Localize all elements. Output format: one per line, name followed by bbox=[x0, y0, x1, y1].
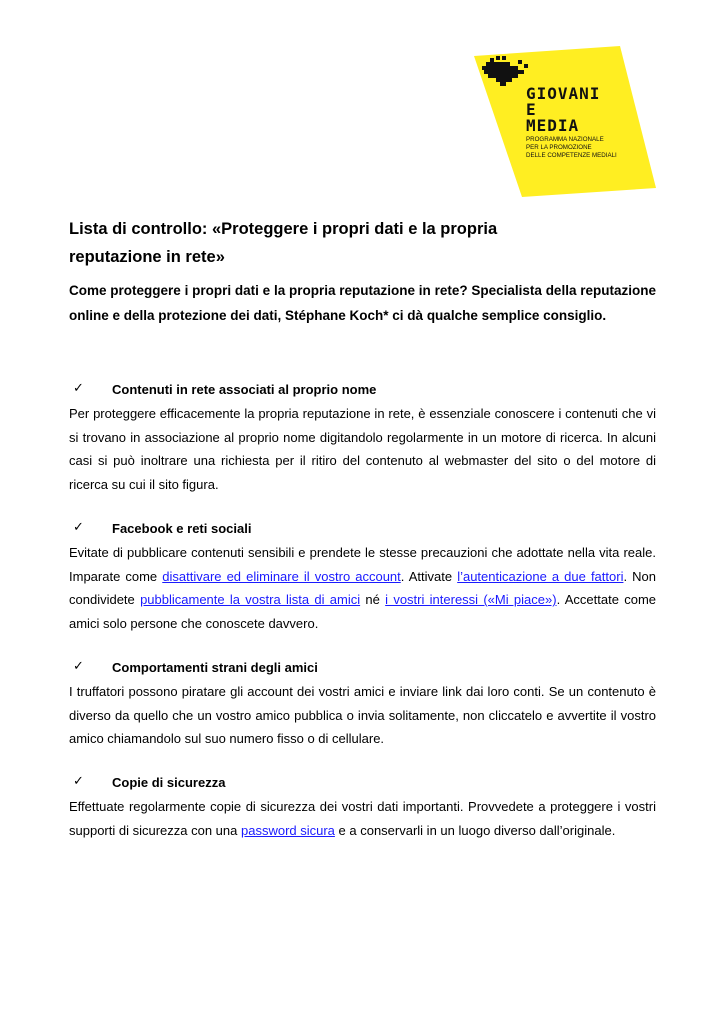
logo-subtitle bbox=[526, 136, 617, 160]
document-title bbox=[69, 215, 659, 271]
section-title: Copie di sicurezza bbox=[112, 775, 226, 790]
section-title: Facebook e reti sociali bbox=[112, 521, 252, 536]
logo-word-giovani: GIOVANI bbox=[526, 84, 601, 103]
link-autenticazione-due-fattori[interactable]: l’autenticazione a due fattori bbox=[457, 568, 624, 584]
section-body: I truffatori possono piratare gli account dei vostri amici e inviare link dai loro conti. Se un contenuto è diverso da quello che un vostro amico pubblica o invia solitamente, non cliccatelo e avvertite il vostro amico chiamandolo sul suo numero fisso o di cellulare. bbox=[69, 684, 656, 746]
section-title: Comportamenti strani degli amici bbox=[112, 660, 318, 675]
section-facebook bbox=[69, 517, 656, 635]
link-disattivare-account[interactable]: disattivare ed eliminare il vostro account bbox=[162, 568, 401, 584]
checkmark-icon: ✓ bbox=[73, 774, 84, 789]
section-title: Contenuti in rete associati al proprio nome bbox=[112, 382, 377, 397]
section-heading bbox=[69, 771, 656, 795]
body-text: né bbox=[360, 592, 386, 607]
giovani-e-media-logo bbox=[470, 42, 660, 197]
logo-word-e: E bbox=[526, 100, 537, 119]
section-heading bbox=[69, 656, 656, 680]
section-heading bbox=[69, 378, 656, 402]
section-heading bbox=[69, 517, 656, 541]
section-body bbox=[69, 795, 656, 842]
logo-subtitle-line3: DELLE COMPETENZE MEDIALI bbox=[526, 152, 617, 159]
intro-paragraph: Come proteggere i propri dati e la propria reputazione in rete? Specialista della reputazione online e della protezione dei dati, Stéphane Koch* ci dà qualche semplice consiglio. bbox=[69, 283, 656, 323]
section-contenuti-in-rete bbox=[69, 378, 656, 496]
body-text: Evitate di pubblicare contenuti sensibili e prendete le stesse precauzioni che adottate nella vita reale. Imparate come bbox=[69, 545, 656, 584]
logo-subtitle-line2: PER LA PROMOZIONE bbox=[526, 144, 592, 151]
logo-word-media: MEDIA bbox=[526, 116, 580, 135]
section-comportamenti-strani bbox=[69, 656, 656, 751]
body-text: e a conservarli in un luogo diverso dall’originale. bbox=[334, 822, 616, 838]
section-copie-di-sicurezza bbox=[69, 771, 656, 842]
link-lista-amici[interactable]: pubblicamente la vostra lista di amici bbox=[140, 592, 361, 607]
body-text: . Attivate bbox=[400, 568, 458, 584]
logo-subtitle-line1: PROGRAMMA NAZIONALE bbox=[526, 136, 604, 143]
checkmark-icon: ✓ bbox=[73, 520, 84, 535]
checkmark-icon: ✓ bbox=[73, 659, 84, 674]
checkmark-icon: ✓ bbox=[73, 381, 84, 396]
body-text: . Accettate come amici solo persone che conoscete davvero. bbox=[69, 592, 657, 631]
body-text: Effettuate regolarmente copie di sicurezza dei vostri dati importanti. Provvedete a proteggere i vostri supporti di sicurezza con una bbox=[69, 799, 656, 838]
link-password-sicura[interactable]: password sicura bbox=[240, 822, 335, 838]
section-body: Per proteggere efficacemente la propria reputazione in rete, è essenziale conoscere i contenuti che vi si trovano in associazione al proprio nome digitandolo regolarmente in un motore di ricerca. In alcuni casi si può inoltrare una richiesta per il ritiro del contenuto al webmaster del sito o del motore di ricerca su cui il sito figura. bbox=[69, 406, 656, 492]
section-body bbox=[69, 541, 656, 635]
logo-text bbox=[526, 86, 617, 160]
link-interessi-mi-piace[interactable]: i vostri interessi («Mi piace») bbox=[385, 592, 557, 607]
title-line1: Lista di controllo: «Proteggere i propri dati e la propria bbox=[69, 220, 498, 238]
title-line2: reputazione in rete» bbox=[69, 248, 225, 266]
body-text: . Non condividete bbox=[69, 568, 656, 607]
